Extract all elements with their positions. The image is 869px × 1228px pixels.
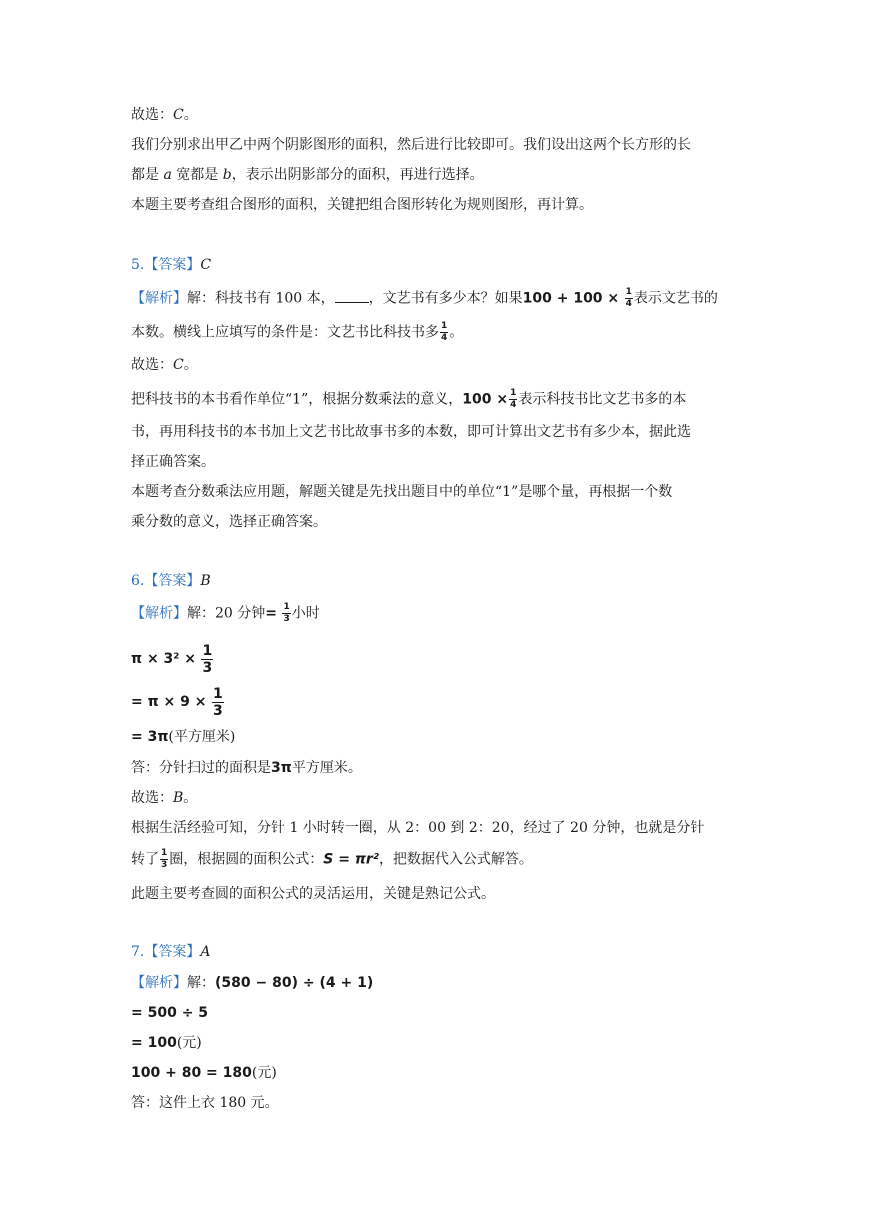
s4-conclusion: 故选：C。 bbox=[131, 107, 198, 123]
s7-eq-4: 100 + 80 = 180(元) bbox=[131, 1065, 277, 1081]
s5-number: 5. bbox=[131, 257, 145, 273]
s6-reply: 答：分针扫过的面积是3π平方厘米。 bbox=[131, 760, 362, 776]
s6-explain-line-1: 根据生活经验可知，分针 1 小时转一圈，从 2：00 到 2：20，经过了 20 分钟，也就是分针 bbox=[131, 820, 705, 836]
s7-reply: 答：这件上衣 180 元。 bbox=[131, 1095, 279, 1111]
s6-number: 6. bbox=[131, 573, 145, 589]
s4-summary: 本题主要考查组合图形的面积，关键把组合图形转化为规则图形，再计算。 bbox=[131, 197, 593, 213]
s5-answer-line bbox=[131, 255, 211, 275]
s6-answer: B bbox=[200, 573, 211, 589]
s6-analysis-tag: 【解析】 bbox=[131, 605, 187, 622]
s6-fraction: $\frac{1}{3}$ bbox=[283, 602, 290, 624]
s5-conclusion: 故选：C。 bbox=[131, 357, 198, 373]
s7-eq-2: = 500 ÷ 5 bbox=[131, 1005, 209, 1021]
s6-eq-3: = 3π(平方厘米) bbox=[131, 729, 236, 745]
s5-explain-line-1: 把科技书的本书看作单位“1”，根据分数乘法的意义，100 × $\frac{1}{4}$ 表示科技书比文艺书多的本 bbox=[131, 388, 687, 410]
s5-summary-line-2: 乘分数的意义，选择正确答案。 bbox=[131, 514, 327, 530]
s5-answer: C bbox=[200, 257, 212, 273]
s6-conclusion: 故选：B。 bbox=[131, 790, 198, 806]
s6-explain-line-2: 转了 $\frac{1}{3}$ 圈，根据圆的面积公式：S = πr²，把数据代入公式解答。 bbox=[131, 848, 533, 870]
s5-explain-line-3: 择正确答案。 bbox=[131, 454, 215, 470]
s7-answer-tag: 【答案】 bbox=[144, 944, 201, 960]
s5-analysis-line-1: 【解析】解：科技书有 100 本， ，文艺书有多少本？如果100 + 100 × $\frac{1}{4}$ 表示文艺书的 bbox=[131, 287, 718, 309]
s7-analysis-line-1: 【解析】解：(580 − 80) ÷ (4 + 1) bbox=[131, 975, 374, 991]
s6-analysis-line-1: 【解析】解：20 分钟= $\frac{1}{3}$ 小时 bbox=[131, 602, 320, 624]
s5-explain-line-2: 书，再用科技书的本书加上文艺书比故事书多的本数，即可计算出文艺书有多少本，据此选 bbox=[131, 424, 691, 440]
s7-answer: A bbox=[200, 944, 211, 960]
s5-fraction: $\frac{1}{4}$ bbox=[625, 287, 632, 309]
s4-analysis-line-2: 都是 a 宽都是 b，表示出阴影部分的面积，再进行选择。 bbox=[131, 167, 484, 183]
s7-number: 7. bbox=[131, 944, 145, 960]
s5-analysis-line-2: 本数。横线上应填写的条件是：文艺书比科技书多 $\frac{1}{4}$ 。 bbox=[131, 321, 464, 343]
s5-answer-tag: 【答案】 bbox=[144, 257, 201, 273]
s7-answer-line bbox=[131, 942, 210, 962]
s4-analysis-line-1: 我们分别求出甲乙中两个阴影图形的面积，然后进行比较即可。我们设出这两个长方形的长 bbox=[131, 137, 691, 153]
s6-summary: 此题主要考查圆的面积公式的灵活运用，关键是熟记公式。 bbox=[131, 886, 495, 902]
s7-analysis-tag: 【解析】 bbox=[131, 975, 187, 991]
s6-eq-2: = π × 9 × $\frac{1}{3}$ bbox=[131, 685, 223, 719]
s5-summary-line-1: 本题考查分数乘法应用题，解题关键是先找出题目中的单位“1”是哪个量，再根据一个数 bbox=[131, 484, 673, 500]
s7-eq-3: = 100(元) bbox=[131, 1035, 202, 1051]
s5-fill-blank bbox=[335, 290, 369, 303]
s5-analysis-tag: 【解析】 bbox=[131, 290, 187, 307]
s6-eq-1: π × 3² × $\frac{1}{3}$ bbox=[131, 642, 213, 676]
circle-area-formula: S = πr² bbox=[323, 851, 379, 868]
s6-answer-tag: 【答案】 bbox=[144, 573, 201, 589]
s6-answer-line bbox=[131, 571, 211, 591]
